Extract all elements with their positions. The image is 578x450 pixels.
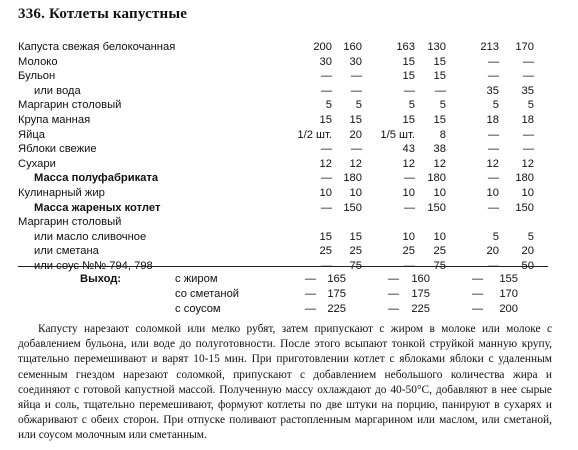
output-table <box>18 272 518 317</box>
output-variant: со сметаной <box>175 288 240 300</box>
cell-value: 15 <box>433 113 446 126</box>
cell-value: 12 <box>319 157 332 170</box>
ingredient-name: или соус №№ 794, 798 <box>34 259 153 272</box>
table-row <box>18 128 534 143</box>
cell-value: 200 <box>313 41 332 53</box>
cell-value: — <box>403 201 415 214</box>
cell-value: 170 <box>515 41 534 53</box>
cell-value: 5 <box>492 230 499 243</box>
cell-value <box>289 215 332 230</box>
cell-value: 10 <box>433 230 446 243</box>
cell-value: 15 <box>433 55 446 68</box>
table-row <box>18 171 534 186</box>
cell-value: 12 <box>486 157 499 170</box>
cell-value: 18 <box>486 113 499 126</box>
cell-value: 75 <box>349 259 362 272</box>
cell-value: 200 <box>499 303 518 315</box>
cell-value: 30 <box>319 55 332 68</box>
cell-value: 160 <box>411 273 430 285</box>
table-row <box>18 157 534 172</box>
output-row <box>18 287 518 302</box>
cell-value <box>332 215 362 230</box>
cell-value: — <box>487 55 499 68</box>
output-variant: с жиром <box>175 273 218 285</box>
cell-value: 5 <box>527 230 534 243</box>
cell-value: 50 <box>521 259 534 272</box>
ingredient-name: Крупа манная <box>18 113 91 126</box>
ingredient-name: Масса полуфабриката <box>34 172 159 185</box>
ingredient-name: Бульон <box>18 70 56 83</box>
ingredient-name: Масса жареных котлет <box>34 201 161 214</box>
output-variant: с соусом <box>175 303 221 315</box>
cell-value: 38 <box>433 143 446 156</box>
cell-value: — <box>350 143 362 156</box>
cell-value: 10 <box>349 186 362 199</box>
cell-value: — <box>522 55 534 68</box>
cell-value: — <box>471 303 483 315</box>
cell-value: — <box>320 259 332 272</box>
table-row <box>18 201 534 216</box>
cell-value: — <box>320 172 332 185</box>
cell-value: — <box>522 128 534 141</box>
table-row <box>18 69 534 84</box>
cell-value: 150 <box>343 201 362 214</box>
cell-value: 25 <box>319 245 332 258</box>
output-label-empty <box>18 302 175 317</box>
cell-value: 5 <box>408 99 415 112</box>
cell-value: 5 <box>439 99 446 112</box>
cell-value: — <box>320 84 332 97</box>
cell-value: 15 <box>349 113 362 126</box>
cell-value: 25 <box>349 245 362 258</box>
cell-value: — <box>350 84 362 97</box>
recipe-title: 336. Котлеты капустные <box>18 6 188 22</box>
cell-value: 15 <box>349 230 362 243</box>
cell-value <box>362 215 415 230</box>
cell-value: 10 <box>521 186 534 199</box>
cell-value: 10 <box>433 186 446 199</box>
cell-value: 15 <box>402 113 415 126</box>
cell-value: — <box>434 84 446 97</box>
table-row <box>18 230 534 245</box>
cell-value: — <box>487 201 499 214</box>
cell-value: 160 <box>343 41 362 53</box>
cell-value: 130 <box>427 41 446 53</box>
cell-value <box>446 215 499 230</box>
cell-value <box>499 215 534 230</box>
cell-value: 20 <box>349 128 362 141</box>
cell-value: 175 <box>411 288 430 300</box>
cell-value: 35 <box>521 84 534 97</box>
cell-value: 150 <box>515 201 534 214</box>
ingredient-name: Маргарин столовый <box>18 216 122 229</box>
output-label: Выход: <box>80 273 122 285</box>
ingredient-name: Сухари <box>18 157 56 170</box>
cell-value: — <box>304 288 316 300</box>
table-row <box>18 113 534 128</box>
ingredient-name: Яблоки свежие <box>18 143 97 156</box>
cell-value: 12 <box>521 157 534 170</box>
cell-value: 35 <box>486 84 499 97</box>
cell-value: 10 <box>319 186 332 199</box>
cell-value: 18 <box>521 113 534 126</box>
cell-value: — <box>487 70 499 83</box>
cell-value: 165 <box>327 273 346 285</box>
cell-value: — <box>487 143 499 156</box>
cell-value: 10 <box>402 230 415 243</box>
table-divider <box>18 266 548 267</box>
cell-value: — <box>403 172 415 185</box>
cell-value: 1/2 шт. <box>297 128 332 141</box>
cell-value: 12 <box>349 157 362 170</box>
cell-value: 15 <box>402 55 415 68</box>
cell-value: 5 <box>492 99 499 112</box>
cell-value: 15 <box>319 113 332 126</box>
cell-value: 25 <box>402 245 415 258</box>
cell-value: 10 <box>402 186 415 199</box>
cell-value: 12 <box>433 157 446 170</box>
cell-value: 8 <box>439 128 446 141</box>
output-row <box>18 302 518 317</box>
cell-value: 175 <box>327 288 346 300</box>
ingredient-name: Кулинарный жир <box>18 186 105 199</box>
cell-value: 180 <box>343 172 362 185</box>
cell-value: — <box>304 273 316 285</box>
table-row <box>18 84 534 99</box>
ingredient-name: или вода <box>34 84 81 97</box>
cell-value: — <box>471 288 483 300</box>
table-row <box>18 98 534 113</box>
cell-value: 180 <box>515 172 534 185</box>
cell-value: 225 <box>327 303 346 315</box>
cell-value: — <box>387 303 399 315</box>
cell-value: 25 <box>433 245 446 258</box>
cell-value: 20 <box>521 245 534 258</box>
table-row <box>18 244 534 259</box>
ingredient-name: или сметана <box>34 245 99 258</box>
cell-value: 5 <box>527 99 534 112</box>
cell-value: 5 <box>355 99 362 112</box>
cell-value: 1/5 шт. <box>380 128 415 141</box>
cell-value: 20 <box>486 245 499 258</box>
table-row <box>18 215 534 230</box>
cell-value: 30 <box>349 55 362 68</box>
recipe-description: Капусту нарезают соломкой или мелко рубят, затем припускают с жиром в молоке или молоке с добавлением бульона, или воде до полуготовности. После этого всыпают тонкой струйкой манную крупу, тщательно перемешивают и варят 10-15 мин. При приготовлении котлет с яблоками яблоки с удаленным семенным гнездом нарезают соломкой, припускают с добавлением небольшого количества жира и соединяют с готовой капустной массой. Полученную массу охлаждают до 40-50°С, добавляют в нее сырые яйца и соль, тщательно перемешивают, формуют котлеты по две штуки на порцию, панируют в сухарях и обжаривают с обеих сторон. При отпуске поливают растопленным маргарином или маслом, или сметаной, или соусом молочным или сметанным. <box>18 323 552 442</box>
cell-value: — <box>304 303 316 315</box>
cell-value: — <box>403 84 415 97</box>
cell-value: — <box>487 172 499 185</box>
cell-value: 15 <box>402 70 415 83</box>
cell-value: — <box>487 259 499 272</box>
cell-value: — <box>320 201 332 214</box>
cell-value: 225 <box>411 303 430 315</box>
ingredients-table <box>18 40 534 274</box>
cell-value: — <box>387 288 399 300</box>
cell-value: 155 <box>499 273 518 285</box>
ingredient-name: Маргарин столовый <box>18 99 122 112</box>
ingredient-name: Яйца <box>18 128 45 141</box>
cell-value: 170 <box>499 288 518 300</box>
cell-value: — <box>522 143 534 156</box>
cell-value: 10 <box>486 186 499 199</box>
ingredient-name: Молоко <box>18 55 58 68</box>
cell-value: — <box>387 273 399 285</box>
cell-value: — <box>320 70 332 83</box>
cell-value: 163 <box>396 41 415 53</box>
cell-value: 5 <box>325 99 332 112</box>
cell-value: — <box>471 273 483 285</box>
cell-value: 75 <box>433 259 446 272</box>
cell-value: 150 <box>427 201 446 214</box>
cell-value: 12 <box>402 157 415 170</box>
cell-value: 43 <box>402 143 415 156</box>
cell-value <box>415 215 446 230</box>
ingredient-name: или масло сливочное <box>34 230 147 243</box>
output-row <box>18 272 518 287</box>
cell-value: — <box>320 143 332 156</box>
cell-value: — <box>522 70 534 83</box>
ingredient-name: Капуста свежая белокочанная <box>18 41 176 53</box>
cell-value: 180 <box>427 172 446 185</box>
cell-value: 213 <box>480 41 499 53</box>
cell-value: — <box>487 128 499 141</box>
cell-value: 15 <box>433 70 446 83</box>
output-label-empty <box>18 287 175 302</box>
table-row <box>18 186 534 201</box>
table-row <box>18 142 534 157</box>
cell-value: — <box>350 70 362 83</box>
cell-value: 15 <box>319 230 332 243</box>
table-row <box>18 55 534 70</box>
cell-value: — <box>403 259 415 272</box>
table-row <box>18 40 534 55</box>
